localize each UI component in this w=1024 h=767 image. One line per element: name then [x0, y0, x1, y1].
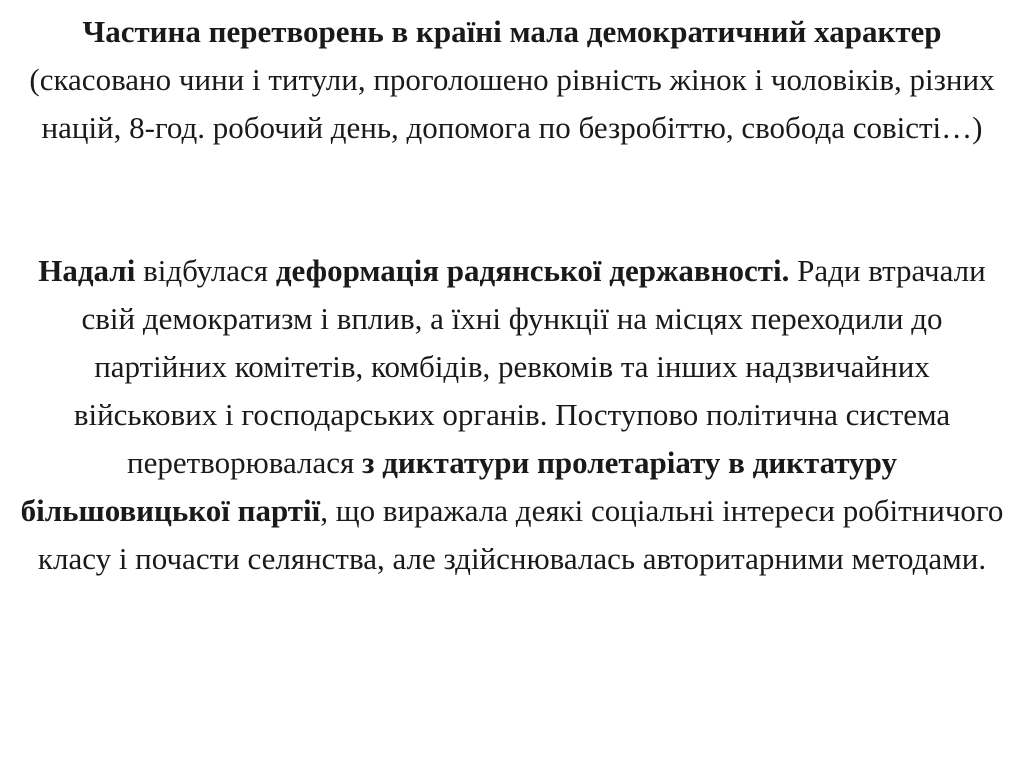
- paragraph-democratic-reforms: [20, 8, 1004, 152]
- paragraph-2-bold-dictatorship: з диктатури пролетаріату в диктатуру більшовицької партії: [20, 445, 897, 528]
- paragraph-2-text-after-start: відбулася: [135, 253, 276, 288]
- paragraph-2-bold-start: Надалі: [38, 253, 136, 288]
- paragraph-1-bold-intro: Частина перетворень в країні мала демократичний характер: [82, 14, 942, 49]
- paragraph-deformation: [20, 247, 1004, 583]
- paragraph-2-text-middle: Ради втрачали свій демократизм і вплив, а їхні функції на місцях переходили до партійних комітетів, комбідів, ревкомів та інших надзвичайних військових і господарських органів. Поступово політична система перетворювалася: [73, 253, 986, 480]
- paragraph-1-details: (скасовано чини і титули, проголошено рівність жінок і чоловіків, різних націй, 8-год. робочий день, допомога по безробіттю, свобода совісті…): [29, 62, 995, 145]
- paragraph-2-bold-deformation: деформація радянської державності.: [275, 253, 790, 288]
- paragraph-2-text-end: , що виражала деякі соціальні інтереси робітничого класу і почасти селянства, але здійснювалась авторитарними методами.: [37, 493, 1004, 576]
